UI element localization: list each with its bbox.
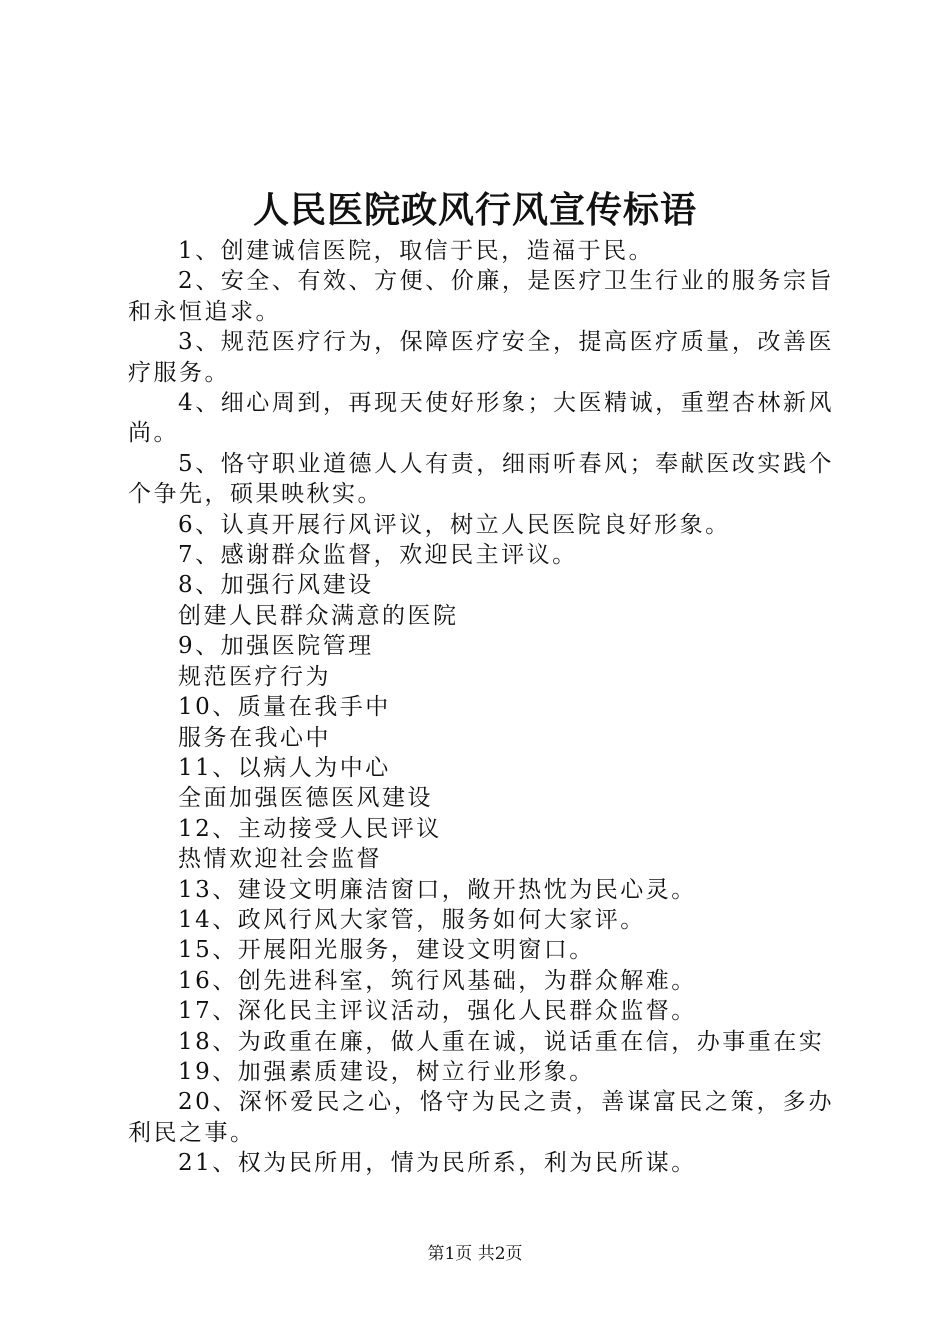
paragraph: 8、加强行风建设 [178, 572, 374, 599]
paragraph: 规范医疗行为 [178, 663, 331, 690]
paragraph: 21、权为民所用，情为民所系，利为民所谋。 [178, 1150, 697, 1177]
paragraph: 10、质量在我手中 [178, 694, 391, 721]
paragraph: 16、创先进科室，筑行风基础，为群众解难。 [178, 967, 697, 994]
paragraph: 创建人民群众满意的医院 [178, 602, 459, 629]
paragraph: 17、深化民主评议活动，强化人民群众监督。 [178, 998, 697, 1025]
paragraph: 9、加强医院管理 [178, 633, 374, 660]
paragraph: 2、安全、有效、方便、价廉，是医疗卫生行业的服务宗旨和永恒追求。 [128, 268, 834, 325]
paragraph: 4、细心周到，再现天使好形象；大医精诚，重塑杏林新风尚。 [128, 390, 834, 447]
paragraph: 19、加强素质建设，树立行业形象。 [178, 1058, 595, 1085]
page-footer: 第1页 共2页 [427, 1244, 523, 1264]
paragraph: 15、开展阳光服务，建设文明窗口。 [178, 937, 595, 964]
paragraph: 热情欢迎社会监督 [178, 846, 382, 873]
paragraph: 11、以病人为中心 [178, 754, 391, 781]
document-body [128, 236, 834, 1179]
paragraph: 全面加强医德医风建设 [178, 785, 433, 812]
paragraph: 12、主动接受人民评议 [178, 815, 442, 842]
paragraph: 服务在我心中 [178, 724, 331, 751]
paragraph: 1、创建诚信医院，取信于民，造福于民。 [178, 238, 655, 264]
document-title: 人民医院政风行风宣传标语 [252, 189, 697, 231]
paragraph: 20、深怀爱民之心，恪守为民之责，善谋富民之策，多办利民之事。 [128, 1089, 834, 1146]
paragraph: 7、感谢群众监督，欢迎民主评议。 [178, 542, 578, 569]
paragraph: 18、为政重在廉，做人重在诚，说话重在信，办事重在实 [178, 1028, 825, 1055]
paragraph: 13、建设文明廉洁窗口，敞开热忱为民心灵。 [178, 876, 697, 903]
paragraph: 6、认真开展行风评议，树立人民医院良好形象。 [178, 511, 731, 538]
paragraph: 5、恪守职业道德人人有责，细雨听春风；奉献医改实践个个争先，硕果映秋实。 [128, 450, 834, 508]
paragraph: 3、规范医疗行为，保障医疗安全，提高医疗质量，改善医疗服务。 [128, 329, 834, 386]
paragraph: 14、政风行风大家管，服务如何大家评。 [178, 906, 646, 933]
